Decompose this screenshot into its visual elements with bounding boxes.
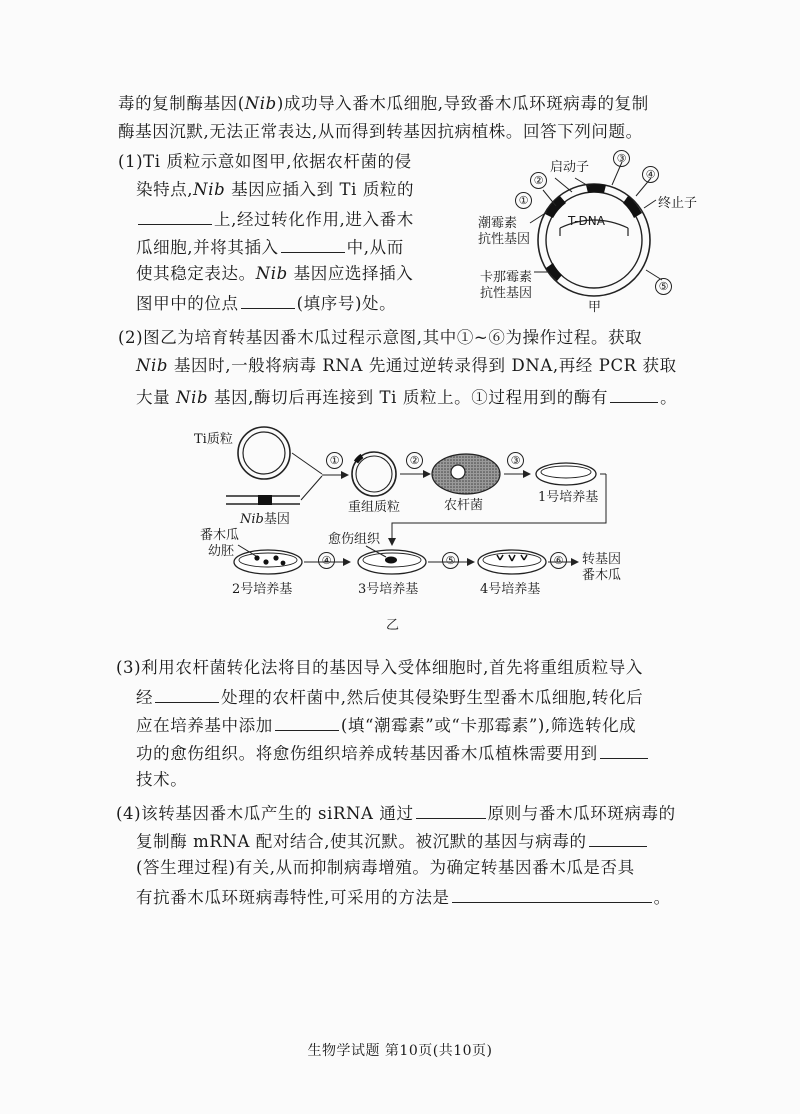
answer-blank[interactable]: [416, 800, 486, 819]
q4-line-1: (4)该转基因番木瓜产生的 siRNA 通过 原则与番木瓜环斑病毒的: [116, 800, 676, 826]
site-marker-4: ④: [642, 166, 659, 183]
answer-blank[interactable]: [600, 740, 648, 759]
figure-jia-caption: 甲: [588, 300, 602, 315]
transgenic-label-2: 番木瓜: [582, 568, 622, 583]
q1-line-4: 瓜细胞,并将其插入 中,从而: [136, 234, 404, 260]
step-2-marker: ②: [406, 452, 423, 469]
step-1-marker: ①: [326, 452, 343, 469]
recombinant-plasmid-label: 重组质粒: [348, 500, 401, 515]
dish-2-label: 2号培养基: [232, 582, 293, 597]
q1-line-3: 上,经过转化作用,进入番木: [136, 206, 414, 232]
site-marker-5: ⑤: [655, 278, 672, 295]
callus-label: 愈伤组织: [328, 532, 381, 547]
q3-line-3: 应在培养基中添加 (填“潮霉素”或“卡那霉素”),筛选转化成: [136, 712, 636, 738]
q1-line-6: 图甲中的位点 (填序号)处。: [136, 290, 396, 316]
q2-line-1: (2)图乙为培育转基因番木瓜过程示意图,其中①~⑥为操作过程。获取: [118, 328, 643, 347]
papaya-label-2: 幼胚: [208, 544, 235, 559]
q3-line-4: 功的愈伤组织。将愈伤组织培养成转基因番木瓜植株需要用到: [136, 740, 650, 766]
q4-line-3: (答生理过程)有关,从而抑制病毒增殖。为确定转基因番木瓜是否具: [136, 858, 635, 877]
q3-line-5: 技术。: [136, 770, 188, 789]
transgenic-label-1: 转基因: [582, 552, 622, 567]
step-6-marker: ⑥: [550, 552, 567, 569]
terminator-label: 终止子: [658, 196, 698, 211]
step-5-marker: ⑤: [442, 552, 459, 569]
site-marker-3: ③: [613, 150, 630, 167]
answer-blank[interactable]: [452, 884, 652, 903]
page-footer: 生物学试题 第10页(共10页): [307, 1043, 493, 1059]
kanamycin-label-1: 卡那霉素: [480, 270, 533, 285]
q4-line-4: 有抗番木瓜环斑病毒特性,可采用的方法是 。: [136, 884, 671, 910]
hygromycin-label-1: 潮霉素: [478, 216, 518, 231]
answer-blank[interactable]: [275, 712, 339, 731]
step-4-marker: ④: [318, 552, 335, 569]
q2-line-2: Nib 基因时,一般将病毒 RNA 先通过逆转录得到 DNA,再经 PCR 获取: [136, 356, 677, 375]
answer-blank[interactable]: [589, 828, 647, 847]
papaya-label-1: 番木瓜: [200, 528, 240, 543]
step-3-marker: ③: [507, 452, 524, 469]
q1-line-2: 染特点,Nib 基因应插入到 Ti 质粒的: [136, 180, 415, 199]
q3-line-1: (3)利用农杆菌转化法将目的基因导入受体细胞时,首先将重组质粒导入: [116, 658, 643, 677]
dish-1-label: 1号培养基: [538, 490, 599, 505]
dish-4-shape: [478, 550, 546, 574]
dish-4-label: 4号培养基: [480, 582, 541, 597]
ti-plasmid-shape: [238, 427, 290, 479]
figure-yi-caption: 乙: [386, 618, 400, 633]
tdna-label: T-DNA: [568, 214, 605, 228]
q1-line-5: 使其稳定表达。Nib 基因应选择插入: [136, 264, 414, 283]
agrobacterium-shape: [432, 454, 500, 494]
kanamycin-label-2: 抗性基因: [480, 286, 533, 301]
dish-3-label: 3号培养基: [358, 582, 419, 597]
site-marker-2: ②: [530, 172, 547, 189]
hygromycin-label-2: 抗性基因: [478, 232, 531, 247]
intro-line-2: 酶基因沉默,无法正常表达,从而得到转基因抗病植株。回答下列问题。: [118, 122, 643, 141]
q1-line-1: (1)Ti 质粒示意如图甲,依据农杆菌的侵: [118, 152, 412, 171]
answer-blank[interactable]: [155, 684, 219, 703]
agrobacterium-label: 农杆菌: [444, 498, 484, 513]
nib-gene-label: Nib基因: [240, 512, 290, 527]
intro-line-1: 毒的复制酶基因(Nib)成功导入番木瓜细胞,导致番木瓜环斑病毒的复制: [118, 94, 649, 113]
promoter-label: 启动子: [550, 160, 590, 175]
ti-plasmid-label: Ti质粒: [194, 432, 233, 447]
q2-line-3: 大量 Nib 基因,酶切后再连接到 Ti 质粒上。①过程用到的酶有 。: [136, 384, 677, 410]
q4-line-2: 复制酶 mRNA 配对结合,使其沉默。被沉默的基因与病毒的: [136, 828, 649, 854]
q3-line-2: 经 处理的农杆菌中,然后使其侵染野生型番木瓜细胞,转化后: [136, 684, 643, 710]
site-marker-1: ①: [515, 192, 532, 209]
nib-gene-block: [258, 495, 272, 505]
